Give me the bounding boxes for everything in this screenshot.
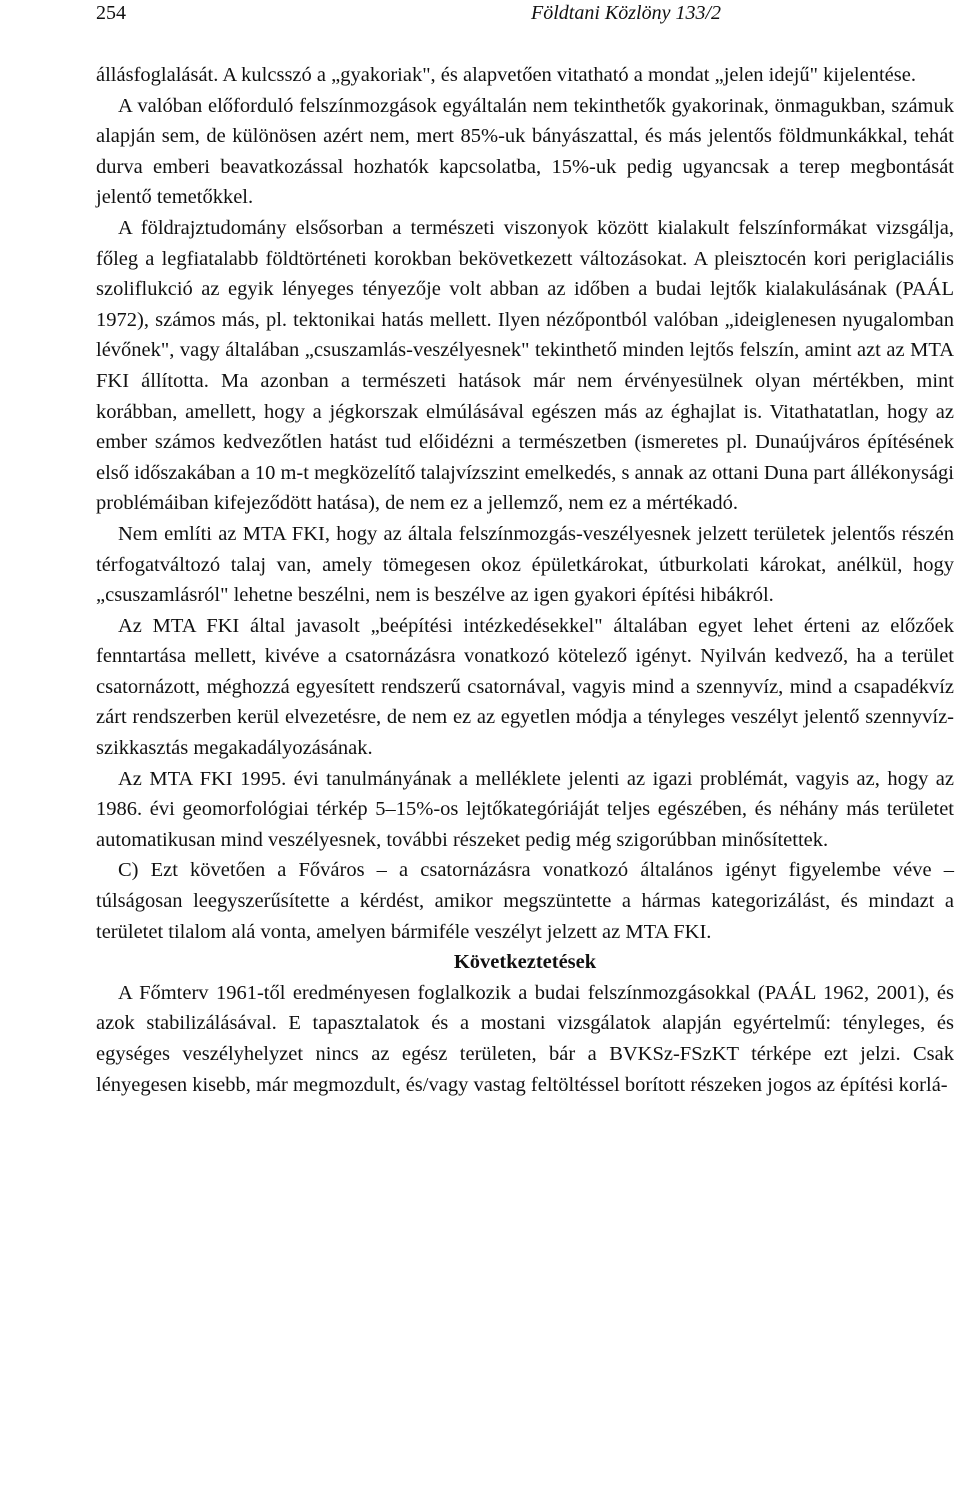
paragraph: A földrajztudomány elsősorban a természeti viszonyok között kialakult felszínformákat vizsgálja, főleg a legfiatalabb földtörténeti korokban bekövetkezett változásokat. A pleisztocén kori periglaciális szoliflukció az egyik lényeges tényezője volt abban az időben a budai lejtők kialakulásának (PAÁL 1972), számos más, pl. tektonikai hatás mellett. Ilyen nézőpontból valóban „ideiglenesen nyugalomban lévőnek", vagy általában „csuszamlás-veszélyesnek" tekinthető minden lejtős felszín, amint azt az MTA FKI állította. Ma azonban a természeti hatások már nem érvényesülnek olyan mértékben, mint korábban, amellett, hogy a jégkorszak elmúlásával egészen más az éghajlat is. Vitathatatlan, hogy az ember számos kedvezőtlen hatást tud előidézni a természetben (ismeretes pl. Dunaújváros építésének első időszakában a 10 m-t megközelítő talajvízszint emelkedés, s annak az ottani Duna part állékonysági problémáiban kifejeződött hatása), de nem ez a jellemző, nem ez a mértékadó. [96, 216, 954, 515]
paragraph: Nem említi az MTA FKI, hogy az általa felszínmozgás-veszélyesnek jelzett területek jelentős részén térfogatváltozó talaj van, amely tömegesen okoz épületkárokat, útburkolati károkat, anélkül, hogy „csuszamlásról" lehetne beszélni, nem is beszélve az igen gyakori építési hibákról. [96, 522, 954, 607]
paragraph: Az MTA FKI 1995. évi tanulmányának a melléklete jelenti az igazi problémát, vagyis az, hogy az 1986. évi geomorfológiai térkép 5–15%-os lejtőkategóriáját teljes egészében, és néhány más területet automatikusan mind veszélyesnek, további részeket pedig még szigorúbban minősítettek. [96, 767, 954, 851]
paragraph: A valóban előforduló felszínmozgások egyáltalán nem tekinthetők gyakorinak, önmagukban, számuk alapján sem, de különösen azért nem, mert 85%-uk bányászattal, és más jelentős földmunkákkal, tehát durva emberi beavatkozással hozhatók kapcsolatba, 15%-uk pedig ugyancsak a terep megbontását jelentő temetőkkel. [96, 94, 954, 209]
paragraph: Az MTA FKI által javasolt „beépítési intézkedésekkel" általában egyet lehet érteni az előzőek fenntartása mellett, kivéve a csatornázásra vonatkozó kötelező igényt. Nyilván kedvező, ha a terület csatornázott, méghozzá egyesített rendszerű csatornával, vagyis mind a szennyvíz, mind a csapadékvíz zárt rendszerben kerül elvezetésre, de nem ez az egyetlen módja a tényleges veszélyt jelentő szennyvíz-szikkasztás megakadályozásának. [96, 614, 954, 760]
paragraph: állásfoglalását. A kulcsszó a „gyakoriak", és alapvetően vitatható a mondat „jelen idejű" kijelentése. [96, 64, 916, 86]
section-heading: Következtetések [453, 951, 597, 974]
page-number: 254 [96, 2, 126, 24]
page-header [96, 0, 960, 30]
paragraph: A Főmterv 1961-től eredményesen foglalkozik a budai felszínmozgásokkal (PAÁL 1962, 2001), és azok stabilizálásával. E tapasztalatok és a mostani vizsgálatok alapján egyértelmű: tényleges, és egységes veszélyhelyzet nincs az egész területen, bár a BVKSz-FSzKT térképe ezt jelzi. Csak lényegesen kisebb, már megmozdult, és/vagy vastag feltöltéssel borított részeken jogos az építési korlá- [96, 981, 954, 1096]
body-text [96, 60, 954, 1100]
journal-title: Földtani Közlöny 133/2 [531, 2, 721, 24]
paragraph: C) Ezt követően a Főváros – a csatornázásra vonatkozó általános igényt figyelembe véve – túlságosan leegyszerűsítette a kérdést, amikor megszüntette a hármas kategorizálást, és mindazt a területet tilalom alá vonta, amelyen bármiféle veszélyt jelzett az MTA FKI. [96, 859, 954, 943]
